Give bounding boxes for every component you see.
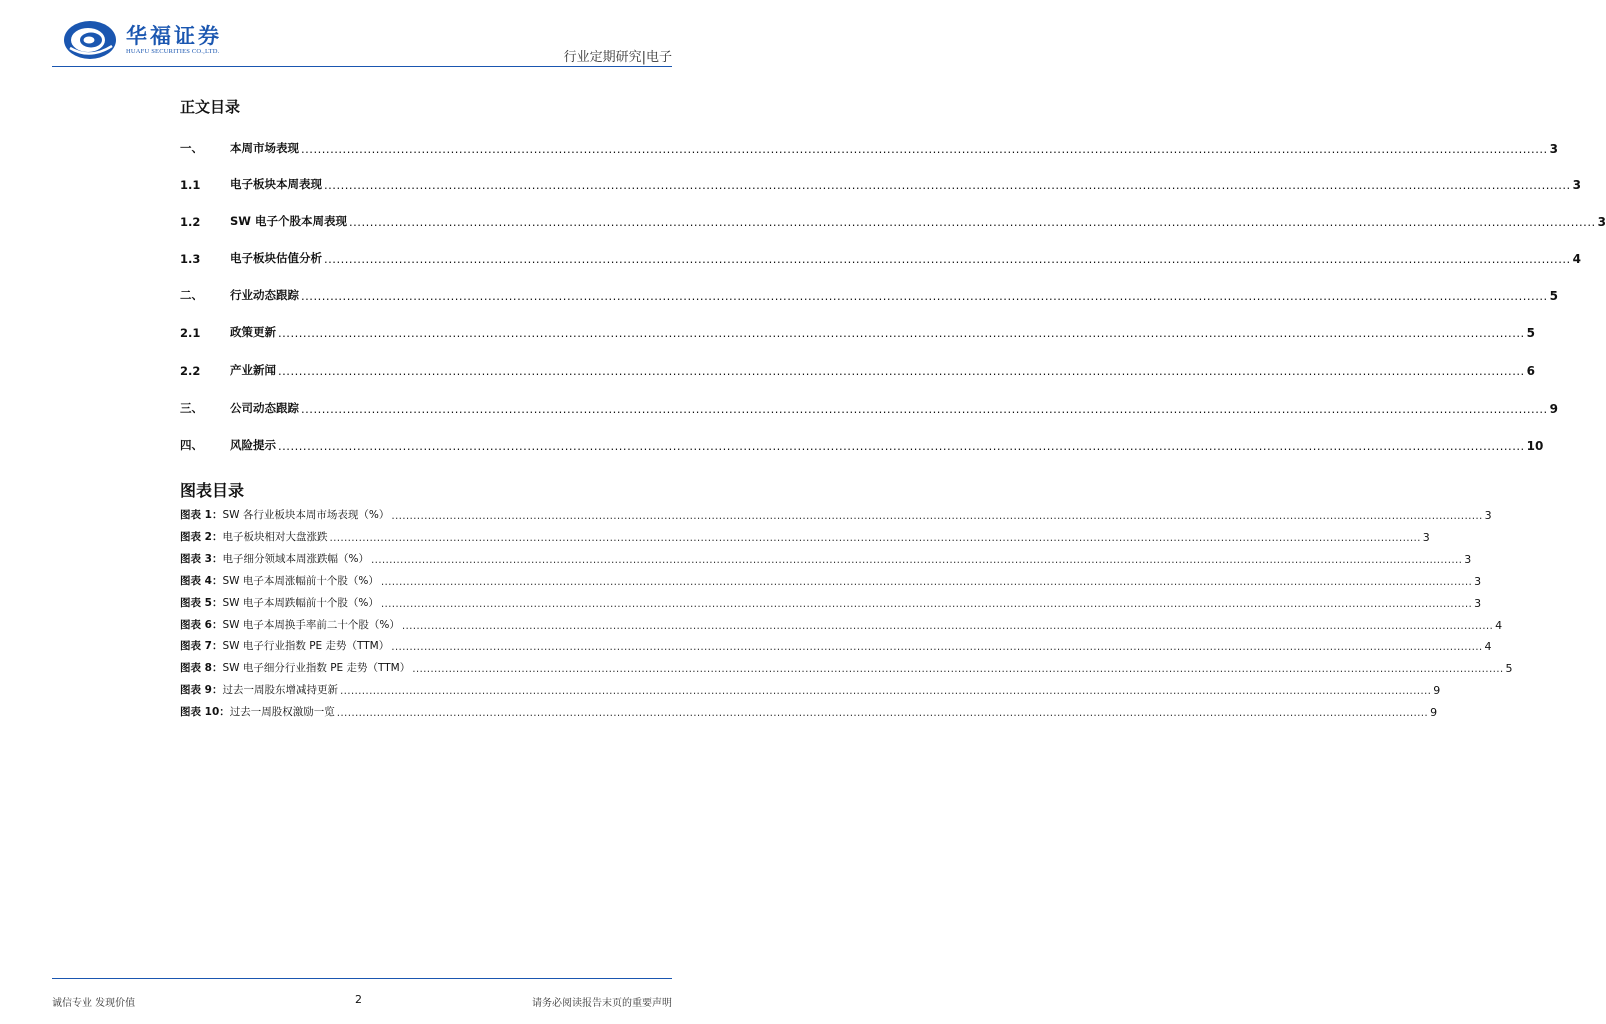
toc-leader-dots: ............................................................................................................................................................................................................................................................................................................ (301, 402, 1548, 416)
toc-entry[interactable] (180, 246, 1582, 266)
figure-entry-label: 图表 2： (180, 530, 223, 543)
toc-entry[interactable] (180, 136, 1559, 156)
toc-entry[interactable] (180, 283, 1559, 303)
figure-entry[interactable] (180, 616, 1503, 632)
toc-entry[interactable] (180, 172, 1582, 192)
figure-entry-label: 图表 4： (180, 574, 223, 587)
toc-entry-page: 3 (1597, 215, 1606, 229)
toc-leader-dots: ............................................................................................................................................................................................................................................................................................................ (278, 439, 1525, 453)
toc-entry-text: 产业新闻 (230, 363, 276, 377)
toc-entry-page: 3 (1572, 178, 1582, 192)
figure-entry-label: 图表 8： (180, 662, 223, 675)
company-name-cn: 华福证券 (126, 24, 222, 48)
toc-entry-text: 电子板块估值分析 (230, 251, 322, 265)
figure-entry-title: SW 各行业板块本周市场表现（%） (222, 509, 390, 521)
toc-leader-dots: ............................................................................................................................................................................................................................................................................................................ (324, 178, 1571, 192)
toc-entry-number: 2.2 (180, 364, 201, 378)
figure-entry-text (180, 638, 389, 653)
company-name-en: HUAFU SECURITIES CO.,LTD. (126, 48, 220, 55)
toc-entry-text: 行业动态跟踪 (230, 288, 299, 302)
toc-entry-page: 5 (1549, 289, 1559, 303)
figure-entry[interactable] (180, 528, 1430, 544)
figure-entry[interactable] (180, 572, 1482, 588)
toc-entry-page: 3 (1549, 142, 1559, 156)
figure-entry-text (180, 704, 335, 719)
figure-leader-dots: ............................................................................................................................................................................................................................................................................................................ (336, 707, 1429, 720)
figure-entry-page: 4 (1484, 640, 1492, 654)
toc-entry-text: 公司动态跟踪 (230, 401, 299, 415)
toc-entry-text: 本周市场表现 (230, 141, 299, 155)
figure-entry-label: 图表 1： (180, 509, 223, 521)
figure-entry-label: 图表 3： (180, 552, 223, 565)
figure-entry-text (180, 660, 410, 675)
figure-entry[interactable] (180, 550, 1472, 566)
figure-entry[interactable] (180, 659, 1513, 676)
figure-entry-text (180, 682, 338, 697)
company-logo (62, 18, 242, 62)
toc-entry-page: 4 (1572, 252, 1582, 266)
toc-entry-text: SW 电子个股本周表现 (230, 214, 347, 228)
figure-leader-dots: ............................................................................................................................................................................................................................................................................................................ (412, 663, 1504, 676)
figure-entry-page: 9 (1430, 706, 1438, 720)
toc-entry-number: 二、 (180, 288, 203, 302)
toc-entry-number: 三、 (180, 401, 203, 415)
toc-entry-text: 政策更新 (230, 325, 276, 339)
toc-entry-page: 10 (1526, 439, 1544, 453)
toc-entry-page: 5 (1526, 326, 1536, 340)
toc-entry[interactable] (180, 358, 1536, 378)
toc-entry-number: 一、 (180, 141, 203, 155)
figure-entry-title: SW 电子本周跌幅前十个股（%） (222, 596, 379, 609)
huafu-logo-icon (62, 18, 118, 62)
footer-disclaimer: 请务必阅读报告末页的重要声明 (532, 998, 672, 1009)
figure-entry-page: 3 (1474, 574, 1482, 588)
figure-entry-page: 9 (1433, 684, 1441, 698)
toc-title: 正文目录 (180, 98, 241, 116)
toc-leader-dots: ............................................................................................................................................................................................................................................................................................................ (278, 326, 1525, 340)
footer-divider (52, 978, 672, 979)
toc-entry-number: 1.2 (180, 215, 201, 229)
figure-entry-page: 3 (1422, 530, 1430, 544)
figure-entry-label: 图表 5： (180, 596, 223, 609)
figure-entry-title: SW 电子行业指数 PE 走势（TTM） (222, 640, 390, 653)
figure-entry-page: 5 (1505, 662, 1513, 676)
figure-leader-dots: ............................................................................................................................................................................................................................................................................................................ (329, 531, 1421, 544)
figure-entry-text (180, 617, 400, 632)
toc-entry-number: 1.1 (180, 178, 201, 192)
figure-entry-title: SW 电子细分行业指数 PE 走势（TTM） (222, 662, 411, 675)
figure-entry-text (180, 595, 379, 610)
figure-entry-text (180, 573, 379, 588)
figure-entry-page: 4 (1495, 618, 1503, 632)
figure-entry-title: SW 电子本周涨幅前十个股（%） (222, 574, 379, 587)
toc-entry-page: 6 (1526, 364, 1536, 378)
toc-leader-dots: ............................................................................................................................................................................................................................................................................................................ (324, 252, 1571, 266)
page-header (0, 0, 724, 70)
page-number: 2 (355, 993, 362, 1006)
figure-entry-text (180, 529, 327, 544)
figure-entry[interactable] (180, 637, 1492, 654)
toc-entry-number: 1.3 (180, 252, 201, 266)
toc-entry-number: 四、 (180, 438, 203, 452)
toc-entry[interactable] (180, 433, 1544, 453)
toc-leader-dots: ............................................................................................................................................................................................................................................................................................................ (348, 215, 1596, 229)
figure-leader-dots: ............................................................................................................................................................................................................................................................................................................ (401, 619, 1494, 632)
toc-leader-dots: ............................................................................................................................................................................................................................................................................................................ (278, 364, 1525, 378)
figure-entry[interactable] (180, 594, 1482, 610)
figure-leader-dots: ............................................................................................................................................................................................................................................................................................................ (370, 553, 1463, 566)
figure-entry-text (180, 551, 369, 566)
toc-entry-text: 风险提示 (230, 438, 276, 452)
toc-leader-dots: ............................................................................................................................................................................................................................................................................................................ (301, 142, 1548, 156)
figure-entry-title: 过去一周股权激励一览 (229, 706, 335, 719)
figure-entry-title: SW 电子本周换手率前二十个股（%） (222, 618, 400, 631)
toc-entry-page: 9 (1549, 402, 1559, 416)
footer-slogan: 诚信专业 发现价值 (52, 998, 136, 1009)
figure-entry[interactable] (180, 506, 1492, 522)
report-type: 行业定期研究|电子 (563, 50, 672, 65)
figures-title: 图表目录 (180, 481, 245, 500)
figure-leader-dots: ............................................................................................................................................................................................................................................................................................................ (391, 510, 1483, 522)
header-divider (52, 66, 672, 67)
figure-entry-page: 3 (1474, 596, 1482, 610)
figure-entry-page: 3 (1464, 552, 1472, 566)
figure-leader-dots: ............................................................................................................................................................................................................................................................................................................ (391, 641, 1483, 654)
figure-entry-title: 过去一周股东增减持更新 (222, 684, 338, 697)
toc-entry-number: 2.1 (180, 326, 201, 340)
figure-entry-page: 3 (1484, 509, 1492, 522)
toc-entry[interactable] (180, 209, 1606, 229)
toc-entry[interactable] (180, 320, 1536, 340)
figure-entry-title: 电子细分领域本周涨跌幅（%） (222, 552, 369, 565)
figure-entry-label: 图表 6： (180, 618, 223, 631)
figure-entry-label: 图表 9： (180, 684, 223, 697)
toc-leader-dots: ............................................................................................................................................................................................................................................................................................................ (301, 289, 1548, 303)
toc-entry[interactable] (180, 396, 1559, 416)
figure-leader-dots: ............................................................................................................................................................................................................................................................................................................ (380, 597, 1473, 610)
figure-entry-label: 图表 7： (180, 640, 223, 653)
figure-entry[interactable] (180, 681, 1441, 698)
figure-entry[interactable] (180, 703, 1438, 720)
figure-leader-dots: ............................................................................................................................................................................................................................................................................................................ (339, 685, 1432, 698)
figure-entry-text (180, 507, 389, 522)
figure-leader-dots: ............................................................................................................................................................................................................................................................................................................ (380, 575, 1473, 588)
toc-entry-text: 电子板块本周表现 (230, 177, 322, 191)
figure-entry-title: 电子板块相对大盘涨跌 (222, 530, 328, 543)
figure-entry-label: 图表 10： (180, 706, 230, 719)
